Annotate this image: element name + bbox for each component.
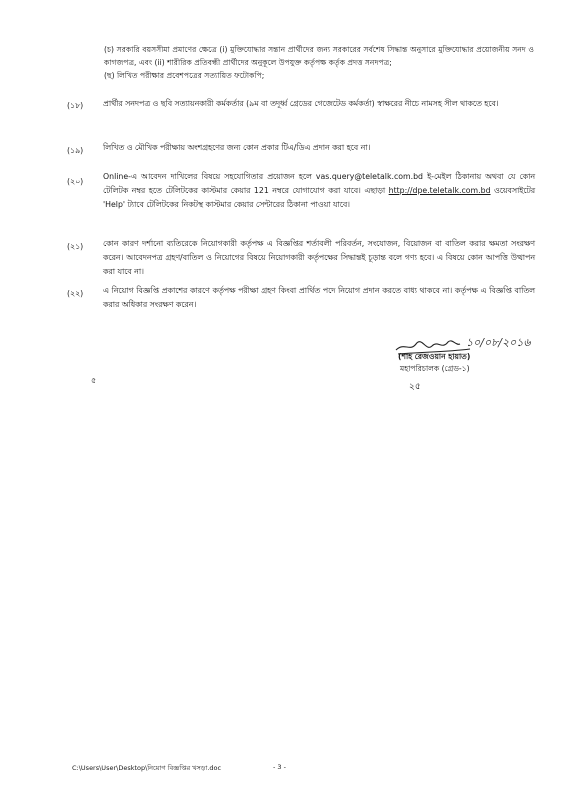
signatory-name: (শাহ রেজওয়ান হায়াত) (398, 352, 471, 361)
item-text (103, 170, 535, 212)
footer-page-number: - 3 - (273, 763, 286, 771)
item-text: লিখিত ও মৌখিক পরীক্ষায় অংশগ্রহণের জন্য কোন প্রকার টিএ/ডিএ প্রদান করা হবে না। (103, 143, 371, 152)
item-number: (১৮) (67, 101, 84, 110)
item-chha-text: (ছ) লিখিত পরীক্ষার প্রবেশপত্রের সত্যায়িত ফটোকপি; (104, 71, 265, 80)
handwritten-initial: ২৫ (409, 382, 421, 392)
item-number: (২২) (67, 289, 84, 298)
item-text: প্রার্থীর সনদপত্র ও ছবি সত্যায়নকারী কর্মকর্তার (৯ম বা তদূর্ধ্ব গ্রেডের গেজেটেড কর্মকর্তা) স্বাক্ষরের নীচে নামসহ সীল থাকতে হবে। (103, 99, 499, 108)
item-text: কোন কারণ দর্শানো ব্যতিরেকে নিয়োগকারী কর্তৃপক্ষ এ বিজ্ঞপ্তির শর্তাবলী পরিবর্তন, সংযোজন, বিয়োজন বা বাতিল করার ক্ষমতা সংরক্ষণ করেন। আবেদনপত্র গ্রহণ/বাতিল ও নিয়োগের বিষয়ে নিয়োগকারী কর্তৃপক্ষের সিদ্ধান্তই চূড়ান্ত বলে গণ্য হবে। এ বিষয়ে কোন আপত্তি উত্থাপন করা যাবে না। (103, 239, 535, 276)
item-cha-text: (চ) সরকারি বয়সসীমা প্রমাণের ক্ষেত্রে (i) মুক্তিযোদ্ধার সন্তান প্রার্থীদের জন্য সরকারের সর্বশেষ সিদ্ধান্ত অনুসারে মুক্তিযোদ্ধার প্রয়োজনীয় সনদ ও কাগজপত্র, এবং (ii) শারীরিক প্রতিবন্ধী প্রার্থীদের অনুকূলে উপযুক্ত কর্তৃপক্ষ কর্তৃক প্রদত্ত সনদপত্র; (104, 45, 534, 67)
item-number: (২০) (67, 177, 84, 186)
signatory-title: মহাপরিচালক (গ্রেড-১) (400, 364, 470, 373)
item-text-part: ওয়েবসাইটের 'Help' ট্যাবে টেলিটকের নিকটস্থ কাস্টমার কেয়ার সেন্টারের ঠিকানা পাওয়া যাবে। (103, 186, 535, 209)
document-text-block (104, 43, 534, 82)
website-link[interactable]: http://dpe.teletalk.com.bd (388, 186, 491, 195)
item-text-part: Online-এ আবেদন দাখিলের বিষয়ে সহযোগিতার প্রয়োজন হলে vas.query@teletalk.com.bd ই-মেইল ঠিকানায় অথবা যে কোন টেলিটক নম্বর হতে টেলিটকের কাস্টমার কেয়ার 121 নম্বরে যোগাযোগ করা যাবে। এছাড়া (103, 172, 535, 195)
signature-date: ১০/০৮/২০১৬ (466, 336, 531, 349)
page-mark: ৫ (91, 376, 97, 385)
footer-file-path: C:\Users\User\Desktop\নিয়োগ বিজ্ঞপ্তির খসড়া.doc (72, 764, 222, 772)
item-number: (২১) (67, 242, 84, 251)
item-text: এ নিয়োগ বিজ্ঞপ্তি প্রকাশের কারণে কর্তৃপক্ষ পরীক্ষা গ্রহণ কিংবা প্রার্থিত পদে নিয়োগ প্রদান করতে বাধ্য থাকবে না। কর্তৃপক্ষ এ বিজ্ঞপ্তি বাতিল করার অধিকার সংরক্ষণ করেন। (103, 286, 535, 309)
item-number: (১৯) (67, 146, 84, 155)
